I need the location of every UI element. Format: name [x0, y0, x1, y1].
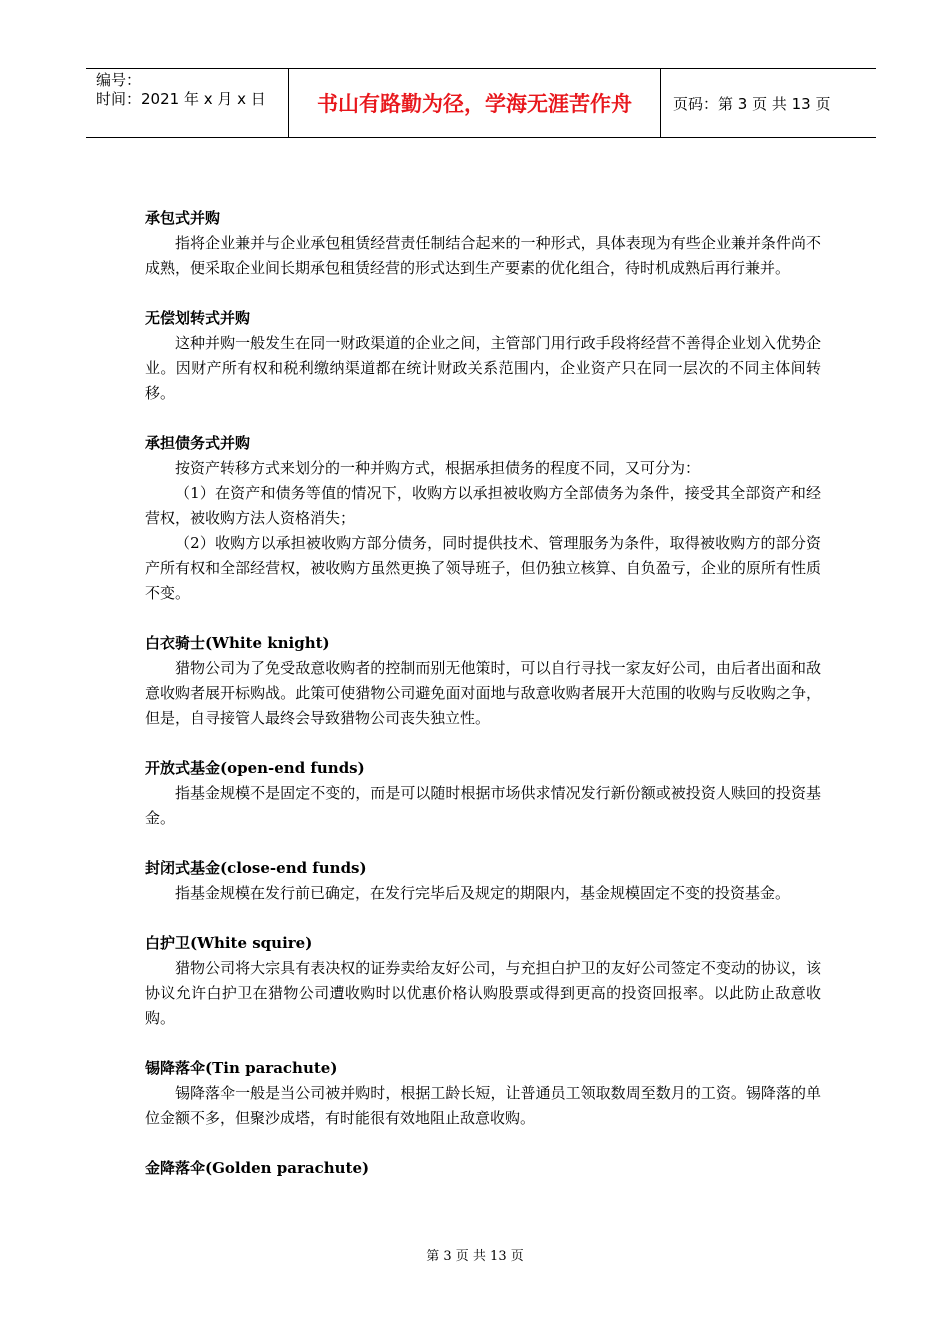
term-section	[145, 631, 821, 731]
term-title: 金降落伞(Golden parachute)	[145, 1159, 370, 1177]
term-title: 白衣骑士(White knight)	[145, 634, 330, 652]
term-definition: 这种并购一般发生在同一财政渠道的企业之间，主管部门用行政手段将经营不善得企业划入优势企业。因财产所有权和税利缴纳渠道都在统计财政关系范围内，企业资产只在同一层次的不同主体间转移。	[145, 334, 821, 402]
term-definition: （1）在资产和债务等值的情况下，收购方以承担被收购方全部债务为条件，接受其全部资产和经营权，被收购方法人资格消失；	[145, 484, 821, 527]
term-title: 白护卫(White squire)	[145, 934, 313, 952]
term-definition: 猎物公司将大宗具有表决权的证券卖给友好公司，与充担白护卫的友好公司签定不变动的协议，该协议允许白护卫在猎物公司遭收购时以优惠价格认购股票或得到更高的投资回报率。以此防止敌意收购。	[145, 959, 821, 1027]
term-definition: 指将企业兼并与企业承包租赁经营责任制结合起来的一种形式，具体表现为有些企业兼并条件尚不成熟，便采取企业间长期承包租赁经营的形式达到生产要素的优化组合，待时机成熟后再行兼并。	[145, 234, 821, 277]
term-section	[145, 1156, 821, 1181]
header-motto: 书山有路勤为径，学海无涯苦作舟	[288, 69, 661, 137]
term-section	[145, 206, 821, 281]
term-definition: 猎物公司为了免受敌意收购者的控制而别无他策时，可以自行寻找一家友好公司，由后者出面和敌意收购者展开标购战。此策可使猎物公司避免面对面地与敌意收购者展开大范围的收购与反收购之争，但是，自寻接管人最终会导致猎物公司丧失独立性。	[145, 659, 821, 727]
page-footer: 第 3 页 共 13 页	[426, 1249, 524, 1264]
term-section	[145, 931, 821, 1031]
term-section	[145, 856, 821, 906]
header-page-number: 页码：第 3 页 共 13 页	[673, 94, 831, 113]
term-definition: 锡降落伞一般是当公司被并购时，根据工龄长短，让普通员工领取数周至数月的工资。锡降落的单位金额不多，但聚沙成塔，有时能很有效地阻止敌意收购。	[145, 1084, 821, 1127]
term-section	[145, 306, 821, 406]
term-section	[145, 756, 821, 831]
term-definition: （2）收购方以承担被收购方部分债务，同时提供技术、管理服务为条件，取得被收购方的部分资产所有权和全部经营权，被收购方虽然更换了领导班子，但仍独立核算、自负盈亏，企业的原所有性质不变。	[145, 534, 821, 602]
document-date: 时间：2021 年 x 月 x 日	[96, 90, 266, 108]
document-number: 编号：	[96, 71, 142, 89]
page-header	[86, 68, 876, 138]
term-definition: 指基金规模在发行前已确定，在发行完毕后及规定的期限内，基金规模固定不变的投资基金。	[175, 884, 791, 902]
term-title: 承包式并购	[145, 209, 221, 227]
term-title: 锡降落伞(Tin parachute)	[145, 1059, 338, 1077]
header-meta	[86, 69, 288, 137]
term-section	[145, 431, 821, 606]
term-title: 封闭式基金(close-end funds)	[145, 859, 367, 877]
document-body	[145, 206, 821, 1206]
term-title: 开放式基金(open-end funds)	[145, 759, 365, 777]
term-title: 无偿划转式并购	[145, 309, 251, 327]
term-section	[145, 1056, 821, 1131]
term-definition: 指基金规模不是固定不变的，而是可以随时根据市场供求情况发行新份额或被投资人赎回的投资基金。	[145, 784, 821, 827]
term-definition: 按资产转移方式来划分的一种并购方式，根据承担债务的程度不同，又可分为：	[175, 459, 701, 477]
term-title: 承担债务式并购	[145, 434, 251, 452]
